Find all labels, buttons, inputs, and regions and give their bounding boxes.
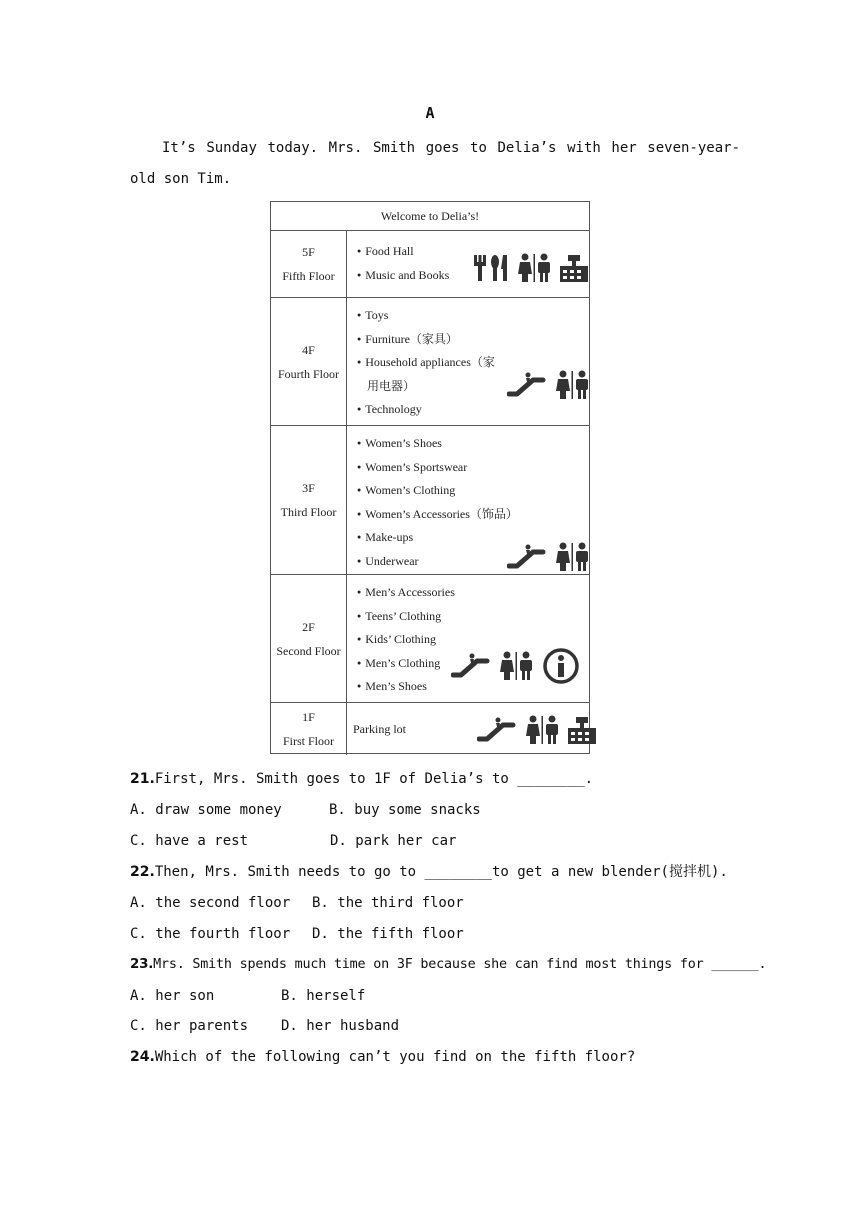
list-item: ● Women’s Shoes: [357, 432, 589, 456]
floor-code: 3F: [302, 481, 315, 495]
question-22: [130, 862, 728, 882]
option-a[interactable]: A. her son: [130, 988, 215, 1004]
escalator-icon: [507, 372, 547, 398]
floor-items: [347, 231, 589, 297]
passage-heading: A: [425, 104, 435, 122]
restaurant-icon: [473, 253, 509, 283]
option-d[interactable]: D. the fifth floor: [312, 926, 464, 942]
list-item: ● Men’s Clothing: [357, 652, 589, 676]
floor-code: 1F: [302, 710, 315, 724]
question-21: [130, 769, 593, 789]
restroom-icon: [555, 542, 589, 572]
floor-row-3f: [271, 426, 589, 575]
restroom-icon: [517, 253, 551, 283]
floor-name: Third Floor: [280, 505, 337, 519]
question-24: [130, 1047, 635, 1067]
escalator-icon: [477, 717, 517, 743]
floor-code: 4F: [302, 342, 315, 357]
list-item: ● Food Hall: [357, 240, 589, 264]
option-b[interactable]: B. buy some snacks: [329, 802, 481, 818]
restroom-icon: [555, 370, 589, 400]
question-number: 22.: [130, 864, 155, 880]
question-text: Then, Mrs. Smith needs to go to ________to get a new blender(搅拌机).: [154, 864, 728, 880]
list-item: ● Men’s Accessories: [357, 581, 589, 605]
floor-name: Fourth Floor: [277, 366, 339, 381]
store-directory: [270, 201, 590, 754]
question-text: Mrs. Smith spends much time on 3F because she can find most things for ______.: [153, 957, 767, 972]
cashier-icon: [567, 715, 597, 745]
floor-code: 2F: [302, 619, 315, 634]
floor-items: [347, 575, 589, 702]
question-23: [130, 955, 766, 975]
floor-label: [271, 426, 347, 574]
list-item: ● Household appliances（家: [357, 351, 589, 375]
passage-intro: It’s Sunday today. Mrs. Smith goes to Delia’s with her seven-year-old son Tim.: [130, 140, 740, 187]
restroom-icon: [525, 715, 559, 745]
list-item: ● Make-ups: [357, 526, 589, 550]
floor-name: Fifth Floor: [282, 269, 335, 283]
floor-row-5f: [271, 231, 589, 298]
cashier-icon: [559, 253, 589, 283]
floor-code: 5F: [302, 245, 315, 259]
information-icon: [541, 648, 581, 684]
floor-items: [347, 703, 589, 755]
list-item: Parking lot: [353, 722, 406, 736]
floor-row-2f: [271, 575, 589, 703]
question-number: 23.: [130, 957, 154, 972]
list-item: ● Women’s Clothing: [357, 479, 589, 503]
floor-label: [271, 575, 347, 702]
floor-row-4f: [271, 298, 589, 426]
list-item: ● Underwear: [357, 550, 589, 574]
option-d[interactable]: D. her husband: [281, 1018, 400, 1034]
option-b[interactable]: B. the third floor: [312, 895, 464, 911]
list-item: ● Teens’ Clothing: [357, 605, 589, 629]
option-a[interactable]: A. the second floor: [130, 895, 291, 911]
restroom-icon: [499, 651, 533, 681]
option-c[interactable]: C. have a rest: [130, 833, 249, 849]
question-number: 24.: [130, 1049, 155, 1065]
escalator-icon: [451, 653, 491, 679]
option-b[interactable]: B. herself: [281, 988, 366, 1004]
list-item: ● Technology: [357, 398, 589, 422]
question-text: Which of the following can’t you find on the fifth floor?: [154, 1049, 636, 1065]
floor-name: First Floor: [282, 734, 334, 748]
floor-name: Second Floor: [276, 643, 341, 658]
list-item: ● Furniture（家具）: [357, 328, 589, 352]
directory-title: Welcome to Delia’s!: [271, 202, 589, 231]
list-item: ● Men’s Shoes: [357, 675, 589, 699]
list-item: ● Women’s Accessories（饰品）: [357, 503, 589, 527]
floor-items: [347, 298, 589, 425]
list-item: ● Women’s Sportswear: [357, 456, 589, 480]
floor-label: [271, 231, 347, 297]
floor-label: [271, 298, 347, 425]
floor-row-1f: [271, 703, 589, 755]
list-item: ● Toys: [357, 304, 589, 328]
list-item: ● Music and Books: [357, 264, 589, 288]
list-item: 用电器）: [367, 378, 416, 393]
question-number: 21.: [130, 771, 155, 787]
escalator-icon: [507, 544, 547, 570]
floor-label: [271, 703, 347, 755]
option-a[interactable]: A. draw some money: [130, 802, 282, 818]
option-c[interactable]: C. the fourth floor: [130, 926, 291, 942]
list-item: ● Kids’ Clothing: [357, 628, 589, 652]
option-c[interactable]: C. her parents: [130, 1018, 249, 1034]
floor-items: [347, 426, 589, 574]
question-text: First, Mrs. Smith goes to 1F of Delia’s to ________.: [154, 771, 594, 787]
option-d[interactable]: D. park her car: [330, 833, 457, 849]
